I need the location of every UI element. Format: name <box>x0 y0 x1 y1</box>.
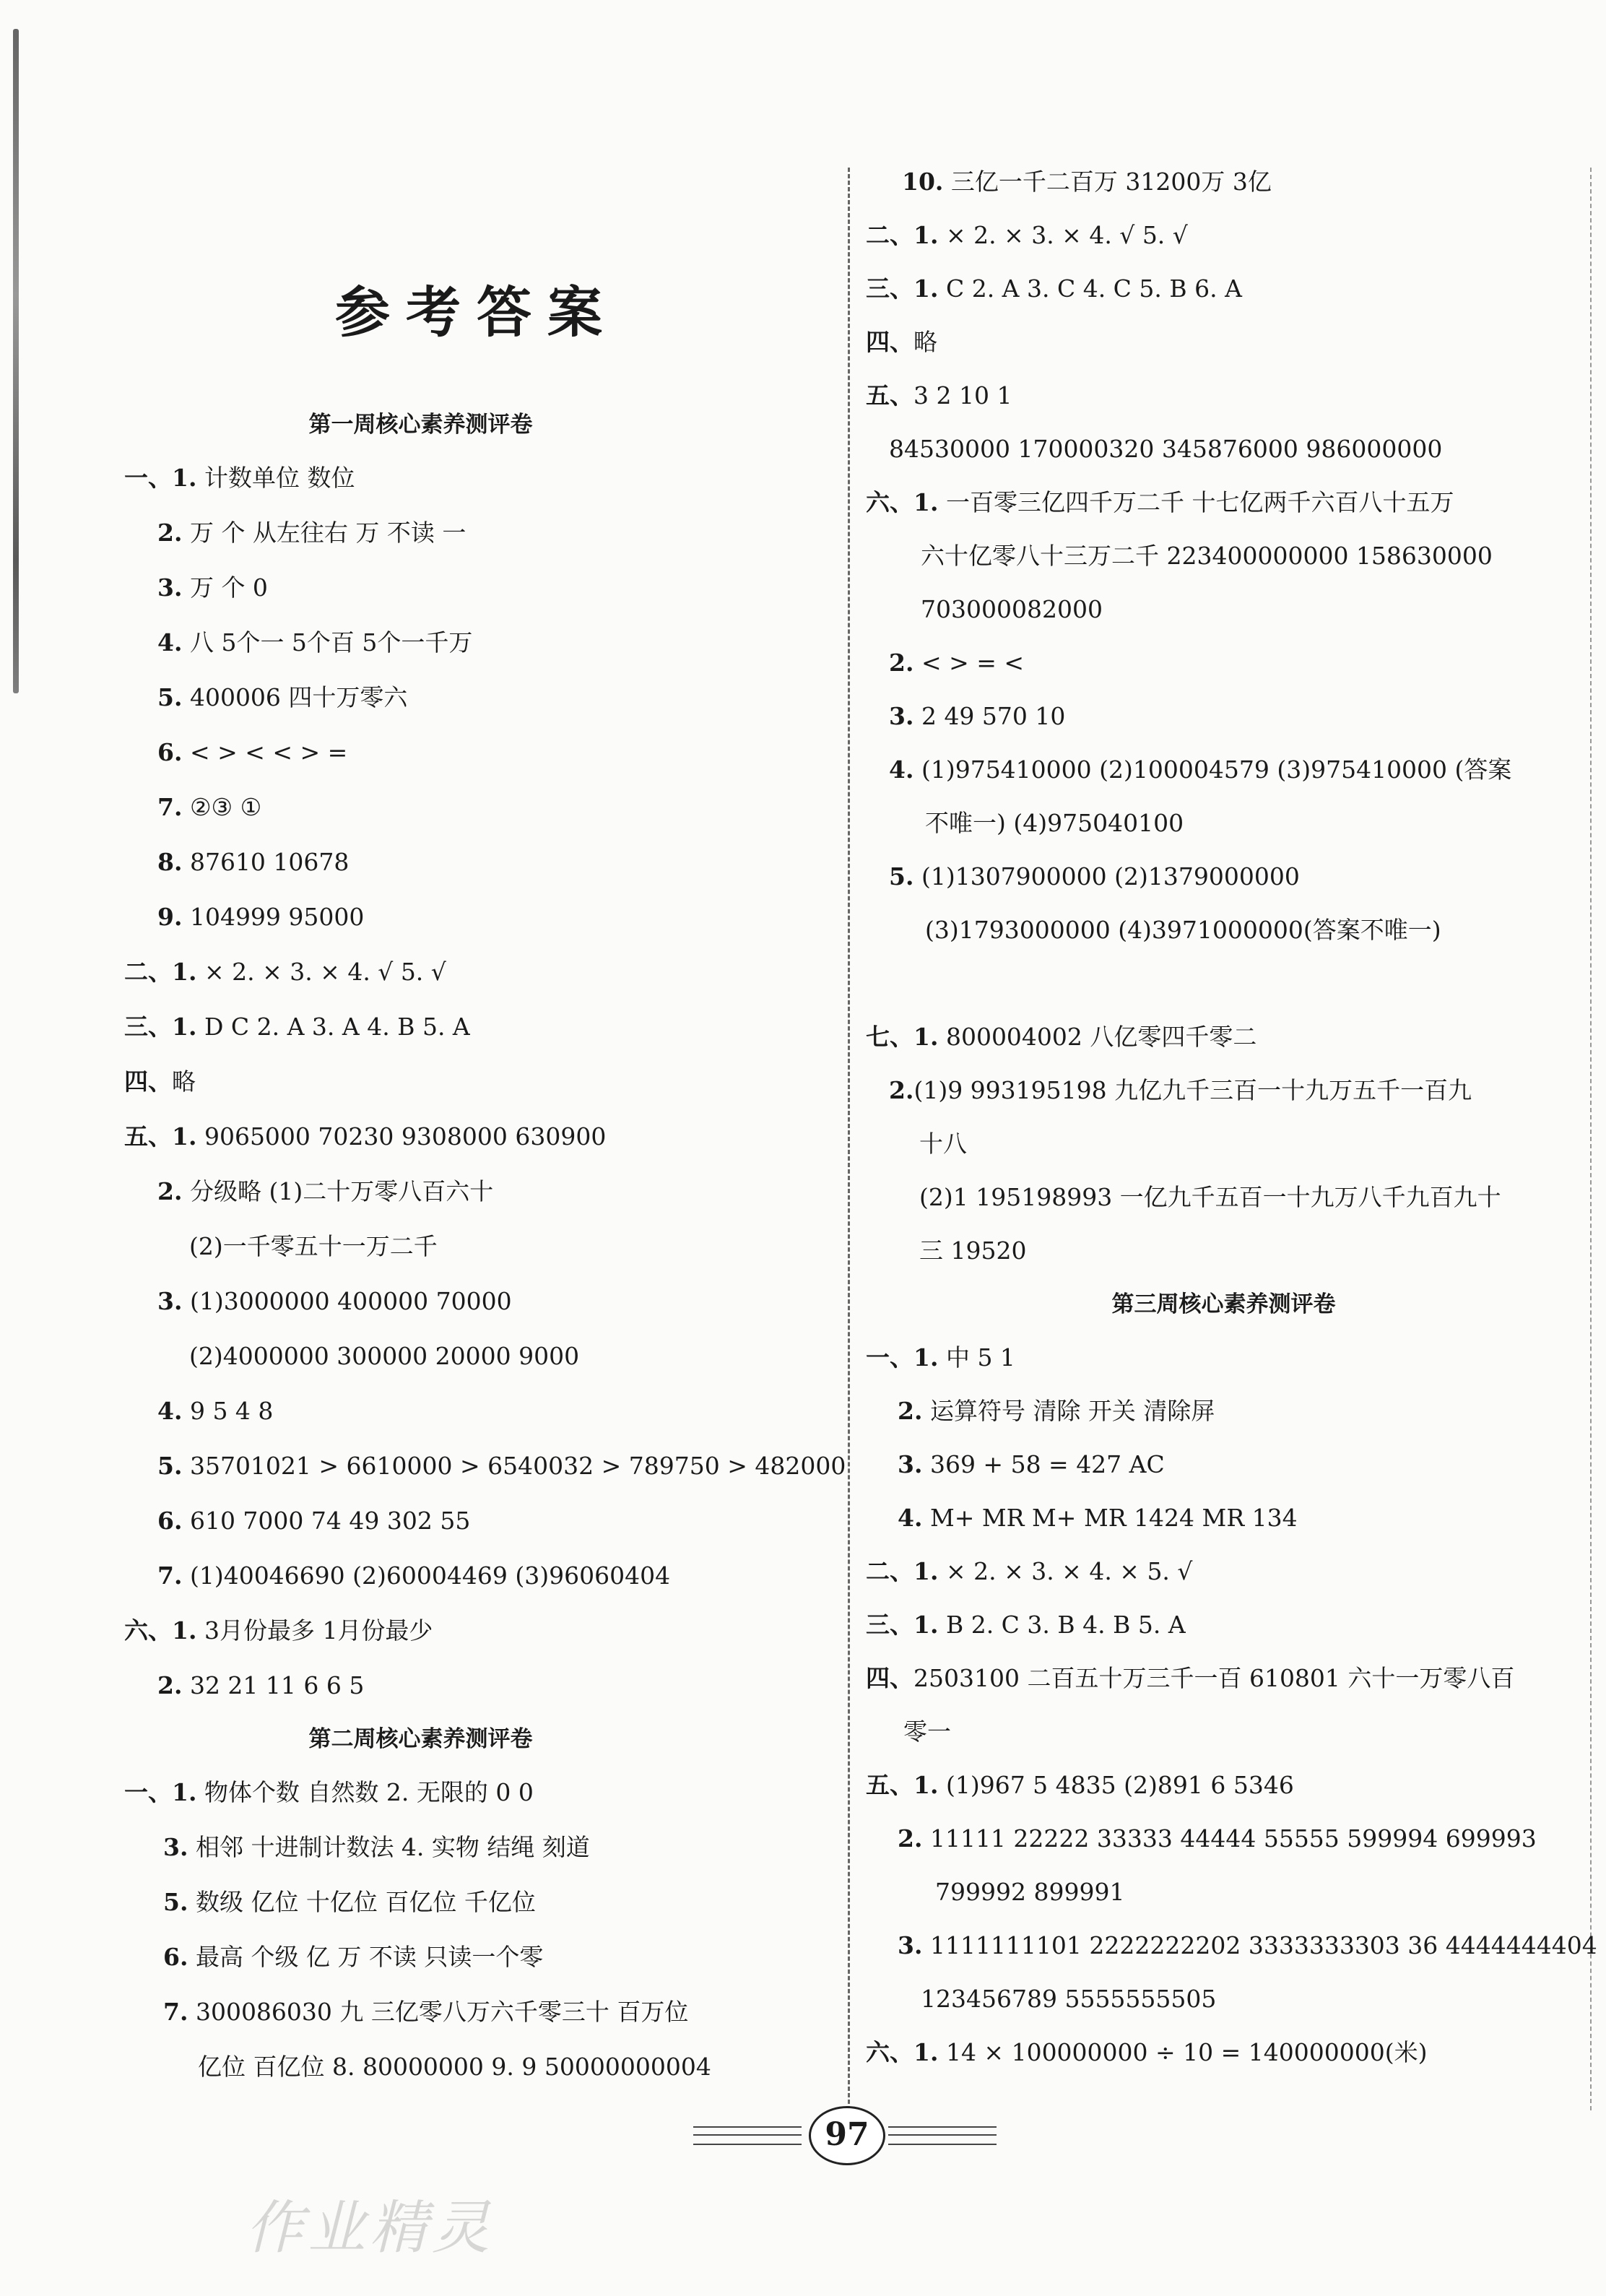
answer-line: 4. M+ MR M+ MR 1424 MR 134 <box>898 1504 1298 1532</box>
answer-line: 一、1. 物体个数 自然数 2. 无限的 0 0 <box>124 1778 534 1806</box>
answer-line: 7. ②③ ① <box>157 793 262 821</box>
page-number: 97 <box>809 2106 885 2165</box>
answer-line: 十八 <box>919 1130 967 1158</box>
answer-line: 8. 87610 10678 <box>157 848 350 876</box>
answer-line: (3)1793000000 (4)3971000000(答案不唯一) <box>925 916 1441 944</box>
answer-line: 五、3 2 10 1 <box>866 381 1012 410</box>
answer-line: 四、略 <box>124 1067 196 1096</box>
answer-line: 5. 数级 亿位 十亿位 百亿位 千亿位 <box>163 1888 536 1916</box>
answer-line: 2. 32 21 11 6 6 5 <box>157 1671 365 1699</box>
answer-line: 5. (1)1307900000 (2)1379000000 <box>889 862 1300 891</box>
answer-line: 4. 八 5个一 5个百 5个一千万 <box>157 628 473 657</box>
answer-line: (2)1 195198993 一亿九千五百一十九万八千九百九十 <box>919 1183 1501 1211</box>
answer-line: 三、1. D C 2. A 3. A 4. B 5. A <box>124 1013 470 1041</box>
answer-line: 703000082000 <box>921 595 1103 623</box>
answer-line: 四、2503100 二百五十万三千一百 610801 六十一万零八百 <box>866 1664 1515 1692</box>
page-title: 参考答案 <box>335 280 618 345</box>
answer-line: 二、1. × 2. × 3. × 4. × 5. √ <box>866 1557 1193 1585</box>
answer-line: 7. 300086030 九 三亿零八万六千零三十 百万位 <box>163 1998 689 2026</box>
answer-line: 五、1. 9065000 70230 9308000 630900 <box>124 1122 607 1151</box>
answer-line: 2. 分级略 (1)二十万零八百六十 <box>157 1177 494 1205</box>
answer-line: 三、1. B 2. C 3. B 4. B 5. A <box>866 1611 1186 1639</box>
footer-rule-left <box>693 2126 802 2145</box>
answer-line: 一、1. 中 5 1 <box>866 1343 1015 1372</box>
answer-line: 不唯一) (4)975040100 <box>925 809 1184 837</box>
answer-line: 2. 11111 22222 33333 44444 55555 599994 699993 <box>898 1824 1537 1853</box>
answer-line: 4. 9 5 4 8 <box>157 1397 274 1425</box>
answer-line: 二、1. × 2. × 3. × 4. √ 5. √ <box>866 221 1188 249</box>
answer-line: 六、1. 3月份最多 1月份最少 <box>124 1616 433 1645</box>
answer-line: (2)一千零五十一万二千 <box>189 1232 438 1260</box>
answer-line: 6. < > < < > = <box>157 738 348 766</box>
answer-line: 2. 万 个 从左往右 万 不读 一 <box>157 519 466 547</box>
answer-line: 6. 最高 个级 亿 万 不读 只读一个零 <box>163 1943 544 1971</box>
answer-line: 2. 运算符号 清除 开关 清除屏 <box>898 1397 1215 1425</box>
answer-line: 一、1. 计数单位 数位 <box>124 464 355 492</box>
answer-line: 六、1. 一百零三亿四千万二千 十七亿两千六百八十五万 <box>866 488 1454 516</box>
answer-line: 七、1. 800004002 八亿零四千零二 <box>866 1023 1257 1051</box>
answer-line: 四、略 <box>866 328 937 356</box>
answer-line: (2)4000000 300000 20000 9000 <box>189 1342 580 1370</box>
answer-line: 亿位 百亿位 8. 80000000 9. 9 50000000004 <box>198 2053 711 2081</box>
answer-line: 五、1. (1)967 5 4835 (2)891 6 5346 <box>866 1771 1294 1799</box>
answer-line: 零一 <box>903 1717 951 1746</box>
answer-line: 5. 35701021 > 6610000 > 6540032 > 789750 > 482000 <box>157 1452 846 1480</box>
answer-line: 7. (1)40046690 (2)60004469 (3)96060404 <box>157 1561 671 1590</box>
answer-line: 3. (1)3000000 400000 70000 <box>157 1287 512 1315</box>
answer-line: 六十亿零八十三万二千 223400000000 158630000 <box>921 542 1493 570</box>
answer-line: 三 19520 <box>919 1236 1027 1265</box>
answer-line: 9. 104999 95000 <box>157 903 365 931</box>
section-title-week2: 第二周核心素养测评卷 <box>308 1726 533 1752</box>
answer-line: 三、1. C 2. A 3. C 4. C 5. B 6. A <box>866 274 1242 303</box>
answer-line: 4. (1)975410000 (2)100004579 (3)975410000 (答案 <box>889 755 1512 784</box>
answer-line: 3. 2 49 570 10 <box>889 702 1066 730</box>
answer-line: 6. 610 7000 74 49 302 55 <box>157 1507 471 1535</box>
answer-line: 5. 400006 四十万零六 <box>157 683 408 711</box>
answer-line: 84530000 170000320 345876000 986000000 <box>889 435 1443 463</box>
answer-line: 3. 相邻 十进制计数法 4. 实物 结绳 刻道 <box>163 1833 590 1861</box>
page-footer <box>693 2103 997 2168</box>
answer-line: 二、1. × 2. × 3. × 4. √ 5. √ <box>124 958 446 986</box>
answer-line: 3. 1111111101 2222222202 3333333303 36 4444444404 <box>898 1931 1597 1959</box>
answer-line: 123456789 5555555505 <box>921 1985 1217 2013</box>
answer-line: 3. 万 个 0 <box>157 573 268 602</box>
column-divider <box>848 168 850 2110</box>
scan-edge-mark <box>13 29 19 693</box>
answer-line: 2. < > = < <box>889 649 1025 677</box>
section-title-week1: 第一周核心素养测评卷 <box>308 412 533 438</box>
right-margin-rule <box>1590 168 1592 2110</box>
watermark: 作业精灵 <box>246 2194 494 2261</box>
answer-line: 10. 三亿一千二百万 31200万 3亿 <box>902 168 1272 196</box>
answer-line: 六、1. 14 × 100000000 ÷ 10 = 140000000(米) <box>866 2038 1428 2066</box>
answer-line: 2.(1)9 993195198 九亿九千三百一十九万五千一百九 <box>889 1076 1472 1104</box>
answer-line: 799992 899991 <box>935 1878 1125 1906</box>
section-title-week3: 第三周核心素养测评卷 <box>1111 1291 1336 1317</box>
footer-rule-right <box>888 2126 997 2145</box>
answer-line: 3. 369 + 58 = 427 AC <box>898 1450 1165 1478</box>
